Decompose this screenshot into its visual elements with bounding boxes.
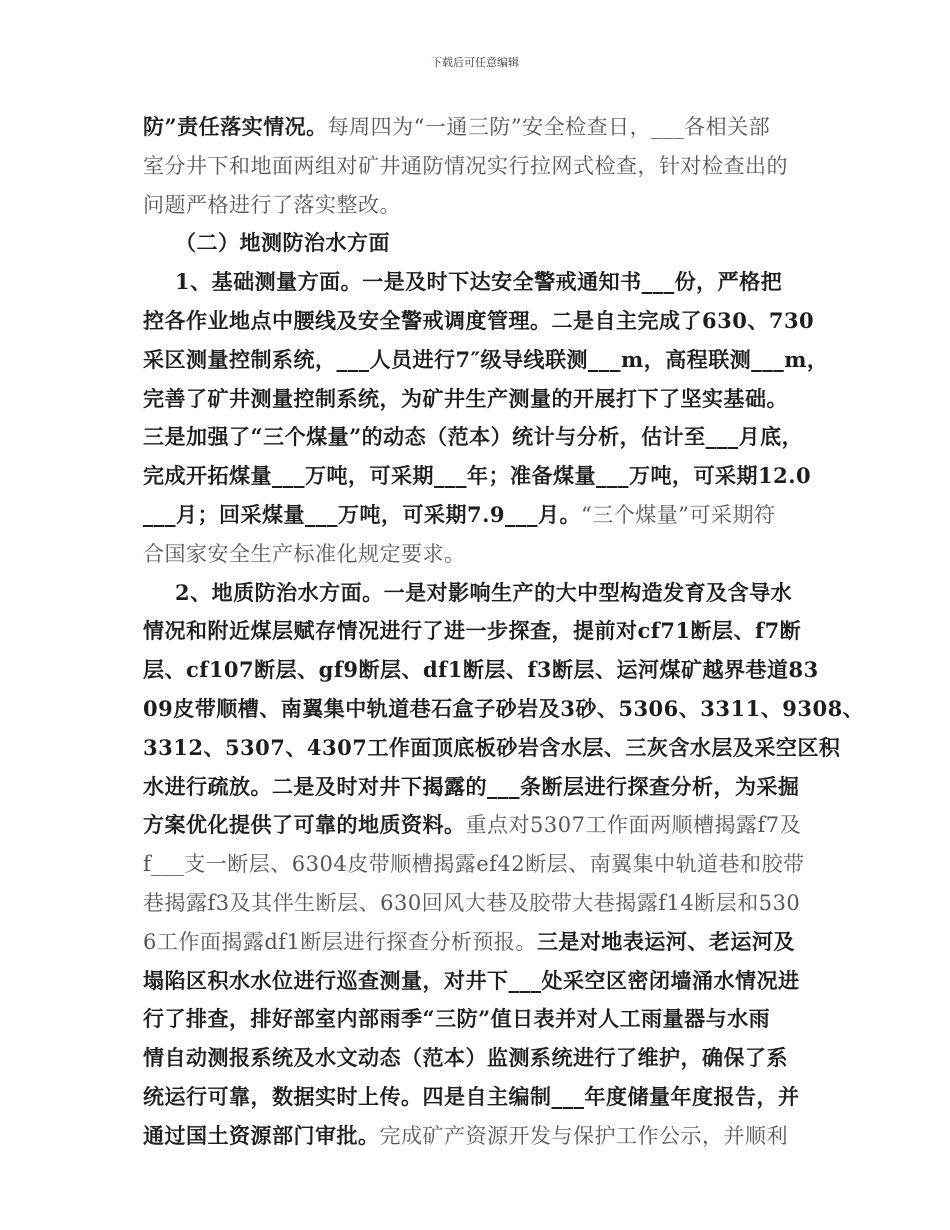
bold-text: 情自动测报系统及水文动态（范本）监测系统进行了维护，确保了系 xyxy=(143,1045,788,1071)
bold-text: 控各作业地点中腰线及安全警戒调度管理。二是自主完成了630、730 xyxy=(143,307,815,333)
text-line xyxy=(143,690,865,729)
document-body xyxy=(143,108,865,1156)
bold-text: 三是加强了“三个煤量”的动态（范本）统计与分析，估计至___月底， xyxy=(143,424,804,450)
bold-text: 水进行疏放。二是及时对井下揭露的___条断层进行探查分析，为采掘 xyxy=(143,773,800,799)
bold-text: 方案优化提供了可靠的地质资料。 xyxy=(143,812,466,838)
text-line xyxy=(143,1039,823,1078)
light-text: f___支一断层、6304皮带顺槽揭露ef42断层、南翼集中轨道巷和胶带 xyxy=(143,852,805,877)
bold-text: 行了排查，排好部室内部雨季“三防”值日表并对人工雨量器与水雨 xyxy=(143,1006,771,1032)
bold-text: 3312、5307、4307工作面顶底板砂岩含水层、三灰含水层及采空区积 xyxy=(143,734,841,760)
bold-text: 09皮带顺槽、南翼集中轨道巷石盒子砂岩及3砂、5306、3311、9308、 xyxy=(143,695,865,721)
text-line xyxy=(143,923,823,962)
text-line xyxy=(143,147,823,186)
text-line xyxy=(143,341,829,380)
bold-text: ___月；回采煤量___万吨，可采期7.9___月。 xyxy=(143,501,582,527)
text-line xyxy=(143,263,823,302)
text-line xyxy=(143,186,823,225)
text-line xyxy=(143,535,823,574)
text-line xyxy=(143,729,841,768)
bold-text: 三是对地表运河、老运河及 xyxy=(536,928,795,954)
text-line xyxy=(143,1117,823,1156)
page-header: 下载后可任意编辑 xyxy=(431,56,519,69)
bold-text: 统运行可靠，数据实时上传。四是自主编制___年度储量年度报告，并 xyxy=(143,1083,800,1109)
light-text: 室分井下和地面两组对矿井通防情况实行拉网式检查，针对检查出的 xyxy=(143,153,788,178)
bold-text: 完成开拓煤量___万吨，可采期___年；准备煤量___万吨，可采期12.0 xyxy=(143,463,812,489)
light-text: 重点对5307工作面两顺槽揭露f7及 xyxy=(465,813,802,838)
text-line xyxy=(143,574,823,613)
text-line xyxy=(143,1000,823,1039)
text-line xyxy=(143,302,823,341)
bold-text: 完善了矿井测量控制系统，为矿井生产测量的开展打下了坚实基础。 xyxy=(143,385,788,411)
bold-text: 防”责任落实情况。 xyxy=(143,114,328,139)
light-text: “三个煤量”可采期符 xyxy=(581,502,776,527)
light-text: 6工作面揭露df1断层进行探查分析预报。 xyxy=(143,929,537,954)
light-text: 巷揭露f3及其伴生断层、630回风大巷及胶带大巷揭露f14断层和530 xyxy=(143,890,801,915)
bold-text: 通过国土资源部门审批。 xyxy=(143,1122,380,1148)
text-line xyxy=(143,768,823,807)
bold-text: 层、cf107断层、gf9断层、df1断层、f3断层、运河煤矿越界巷道83 xyxy=(143,657,819,683)
bold-text: （二）地测防治水方面 xyxy=(175,230,390,256)
text-line xyxy=(143,1078,823,1117)
bold-text: 塌陷区积水水位进行巡查测量，对井下___处采空区密闭墙涌水情况进 xyxy=(143,967,800,993)
light-text: 合国家安全生产标准化规定要求。 xyxy=(143,541,466,566)
text-line xyxy=(143,380,823,419)
text-line xyxy=(143,806,823,845)
bold-text: 采区测量控制系统，___人员进行7″级导线联测___m，高程联测___m， xyxy=(143,346,829,372)
bold-text: 情况和附近煤层赋存情况进行了进一步探查，提前对cf71断层、f7断 xyxy=(143,618,802,644)
text-line xyxy=(143,418,823,457)
text-line xyxy=(143,496,823,535)
light-text: 完成矿产资源开发与保护工作公示，并顺利 xyxy=(379,1123,788,1148)
light-text: 问题严格进行了落实整改。 xyxy=(143,192,401,217)
text-line xyxy=(143,224,823,263)
text-line xyxy=(143,845,823,884)
bold-text: 2、地质防治水方面。一是对影响生产的大中型构造发育及含导水 xyxy=(175,579,793,605)
light-text: 每周四为“一通三防”安全检查日，___各相关部 xyxy=(327,115,771,139)
text-line xyxy=(143,962,823,1001)
text-line xyxy=(143,108,823,147)
text-line xyxy=(143,884,823,923)
text-line xyxy=(143,651,823,690)
text-line xyxy=(143,457,823,496)
bold-text: 1、基础测量方面。一是及时下达安全警戒通知书___份，严格把 xyxy=(175,269,783,295)
text-line xyxy=(143,612,823,651)
